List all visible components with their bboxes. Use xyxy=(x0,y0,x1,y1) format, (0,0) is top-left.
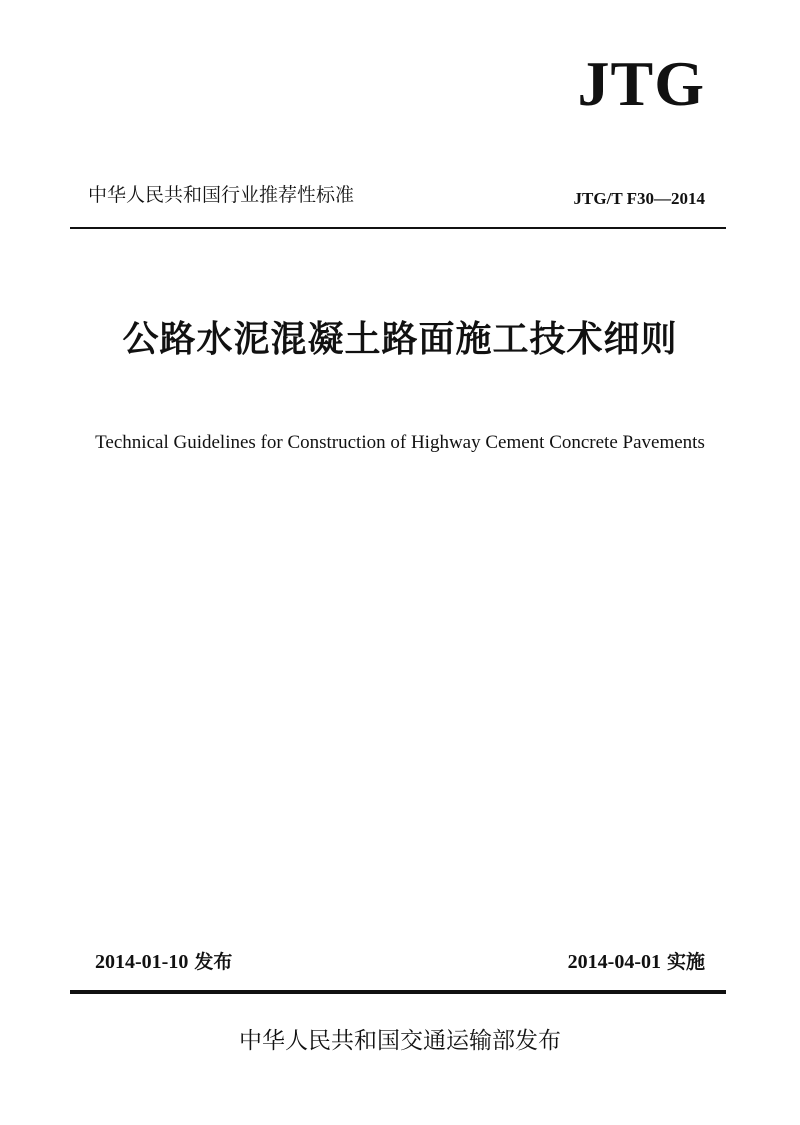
issue-date-value: 2014-01-10 xyxy=(95,951,189,973)
standard-category: 中华人民共和国行业推荐性标准 xyxy=(88,184,355,206)
bottom-divider xyxy=(70,990,726,994)
effective-date-value: 2014-04-01 xyxy=(567,951,661,973)
title-english: Technical Guidelines for Construction of Highway Cement Concrete Pavements xyxy=(95,432,705,453)
publisher: 中华人民共和国交通运输部发布 xyxy=(239,1028,561,1054)
issue-date-label: 发布 xyxy=(194,951,233,973)
effective-date xyxy=(568,952,705,972)
issue-date xyxy=(95,952,232,972)
title-chinese: 公路水泥混凝土路面施工技术细则 xyxy=(122,319,678,360)
jtg-logo: JTG xyxy=(577,48,705,119)
standard-code: JTG/T F30—2014 xyxy=(573,189,705,208)
top-divider xyxy=(70,227,726,229)
effective-date-label: 实施 xyxy=(666,951,705,973)
